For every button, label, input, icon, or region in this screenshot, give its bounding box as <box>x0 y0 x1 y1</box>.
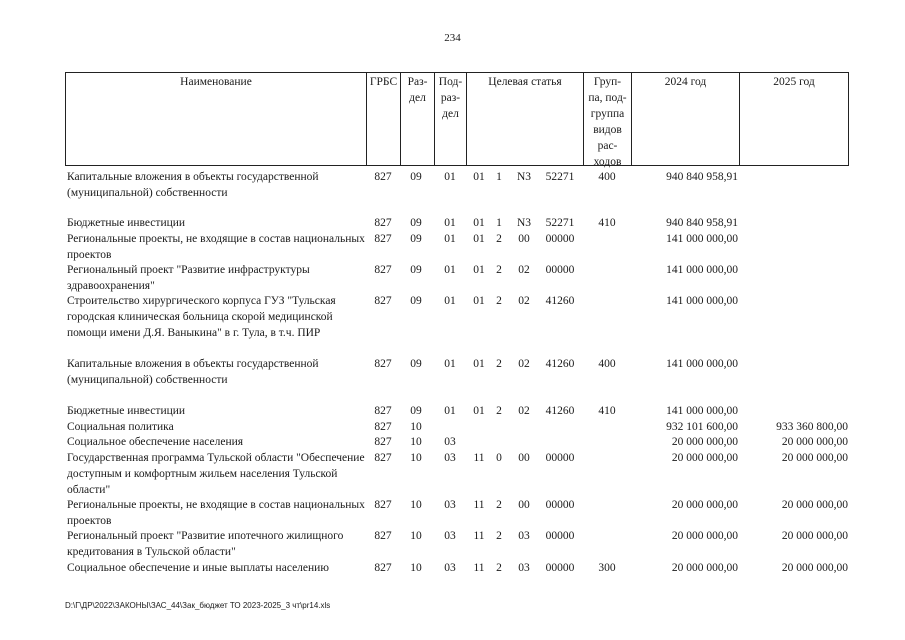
target-direction-cell: 00 <box>518 499 530 511</box>
razdel-cell: 09 <box>410 171 422 183</box>
amount-2025-cell: 933 360 800,00 <box>776 421 848 433</box>
row-name: Капитальные вложения в объекты государственной (муниципальной) собственности <box>67 358 319 386</box>
amount-2024-cell: 940 840 958,91 <box>666 217 738 229</box>
grbs-cell: 827 <box>374 452 392 464</box>
row-name: Бюджетные инвестиции <box>67 217 186 229</box>
grbs-cell: 827 <box>374 233 392 245</box>
header-razdel-line: Раз- <box>407 76 428 88</box>
amount-2025-cell: 20 000 000,00 <box>781 562 848 574</box>
grbs-cell: 827 <box>374 436 392 448</box>
target-direction-cell: 00 <box>518 233 530 245</box>
amount-2024-cell: 940 840 958,91 <box>666 171 738 183</box>
amount-2024-cell: 20 000 000,00 <box>671 562 738 574</box>
target-code-cell: 00000 <box>545 452 575 464</box>
target-subprogram-cell: 2 <box>496 233 502 245</box>
expense-type-cell: 410 <box>598 405 616 417</box>
target-code-cell: 52271 <box>545 217 575 229</box>
grbs-cell: 827 <box>374 421 392 433</box>
row-name: Социальное обеспечение населения <box>67 436 244 448</box>
header-razdel-line: дел <box>409 92 426 104</box>
razdel-cell: 09 <box>410 217 422 229</box>
target-code-cell: 52271 <box>545 171 575 183</box>
expense-type-cell: 410 <box>598 217 616 229</box>
target-subprogram-cell: 1 <box>496 171 502 183</box>
target-program-cell: 01 <box>473 233 485 245</box>
header-podrazdel <box>435 74 466 122</box>
target-program-cell: 01 <box>473 358 485 370</box>
grbs-cell: 827 <box>374 499 392 511</box>
podrazdel-cell: 03 <box>444 452 456 464</box>
row-name: Бюджетные инвестиции <box>67 405 186 417</box>
amount-2024-cell: 141 000 000,00 <box>666 264 738 276</box>
razdel-cell: 09 <box>410 358 422 370</box>
target-program-cell: 11 <box>473 452 485 464</box>
target-program-cell: 01 <box>473 171 485 183</box>
amount-2024-cell: 20 000 000,00 <box>671 452 738 464</box>
row-name: Региональные проекты, не входящие в состав национальных проектов <box>67 499 365 527</box>
razdel-cell: 10 <box>410 530 422 542</box>
target-subprogram-cell: 2 <box>496 295 502 307</box>
razdel-cell: 10 <box>410 421 422 433</box>
grbs-cell: 827 <box>374 264 392 276</box>
row-name: Строительство хирургического корпуса ГУЗ "Тульская городская клиническая больница скорой медицинской помощи имени Д.Я. Ваныкина" в г. Тула, в т.ч. ПИР <box>67 295 336 339</box>
target-program-cell: 11 <box>473 530 485 542</box>
target-direction-cell: 02 <box>518 295 530 307</box>
grbs-cell: 827 <box>374 530 392 542</box>
header-2024: 2024 год <box>664 76 707 88</box>
target-code-cell: 41260 <box>545 358 575 370</box>
target-direction-cell: 03 <box>518 562 530 574</box>
header-vid-line: Груп- <box>593 76 622 88</box>
amount-2024-cell: 141 000 000,00 <box>666 358 738 370</box>
row-name: Социальная политика <box>67 421 174 433</box>
target-code-cell: 41260 <box>545 405 575 417</box>
target-program-cell: 01 <box>473 217 485 229</box>
header-target: Целевая статья <box>488 76 562 88</box>
file-path: D:\Г\ДР\2022\ЗАКОНЫ\ЗАС_44\Зак_бюджет ТО 2023-2025_3 чт\pr14.xls <box>65 601 331 610</box>
header-grbs: ГРБС <box>369 76 398 88</box>
target-program-cell: 01 <box>473 405 485 417</box>
target-code-cell: 00000 <box>545 233 575 245</box>
target-program-cell: 01 <box>473 295 485 307</box>
target-subprogram-cell: 2 <box>496 562 502 574</box>
amount-2024-cell: 20 000 000,00 <box>671 436 738 448</box>
target-direction-cell: 00 <box>518 452 530 464</box>
podrazdel-cell: 03 <box>444 562 456 574</box>
target-code-cell: 00000 <box>545 562 575 574</box>
podrazdel-cell: 01 <box>444 295 456 307</box>
podrazdel-cell: 01 <box>444 358 456 370</box>
podrazdel-cell: 03 <box>444 436 456 448</box>
amount-2024-cell: 141 000 000,00 <box>666 295 738 307</box>
target-direction-cell: N3 <box>516 217 532 229</box>
header-vid-line: видов <box>593 124 622 136</box>
podrazdel-cell: 01 <box>444 171 456 183</box>
target-subprogram-cell: 2 <box>496 530 502 542</box>
amount-2025-cell: 20 000 000,00 <box>781 530 848 542</box>
amount-2025-cell: 20 000 000,00 <box>781 452 848 464</box>
podrazdel-cell: 03 <box>444 499 456 511</box>
header-vid-line: па, под- <box>588 92 627 104</box>
header-vid-line: ходов <box>593 156 622 168</box>
row-name: Капитальные вложения в объекты государственной (муниципальной) собственности <box>67 171 319 199</box>
podrazdel-cell: 01 <box>444 264 456 276</box>
amount-2024-cell: 141 000 000,00 <box>666 233 738 245</box>
razdel-cell: 09 <box>410 233 422 245</box>
header-2025: 2025 год <box>773 76 815 88</box>
header-vid-line: рас- <box>597 140 618 152</box>
target-subprogram-cell: 0 <box>496 452 502 464</box>
amount-2024-cell: 20 000 000,00 <box>671 499 738 511</box>
razdel-cell: 09 <box>410 405 422 417</box>
target-code-cell: 00000 <box>545 499 575 511</box>
page-number: 234 <box>444 32 461 44</box>
razdel-cell: 10 <box>410 499 422 511</box>
header-podrazdel-line: дел <box>442 108 459 120</box>
target-subprogram-cell: 2 <box>496 358 502 370</box>
amount-2025-cell: 20 000 000,00 <box>781 499 848 511</box>
razdel-cell: 10 <box>410 562 422 574</box>
target-direction-cell: 02 <box>518 358 530 370</box>
target-program-cell: 11 <box>473 499 485 511</box>
grbs-cell: 827 <box>374 295 392 307</box>
razdel-cell: 09 <box>410 264 422 276</box>
razdel-cell: 10 <box>410 452 422 464</box>
target-subprogram-cell: 2 <box>496 405 502 417</box>
target-program-cell: 01 <box>473 264 485 276</box>
grbs-cell: 827 <box>374 562 392 574</box>
razdel-cell: 10 <box>410 436 422 448</box>
podrazdel-cell: 01 <box>444 217 456 229</box>
header-vid <box>584 74 631 170</box>
row-name: Региональный проект "Развитие инфраструктуры здравоохранения" <box>67 264 310 292</box>
target-direction-cell: 02 <box>518 264 530 276</box>
podrazdel-cell: 03 <box>444 530 456 542</box>
target-direction-cell: 03 <box>518 530 530 542</box>
target-subprogram-cell: 1 <box>496 217 502 229</box>
row-name: Социальное обеспечение и иные выплаты населению <box>67 562 329 574</box>
amount-2024-cell: 20 000 000,00 <box>671 530 738 542</box>
grbs-cell: 827 <box>374 358 392 370</box>
row-name: Региональные проекты, не входящие в состав национальных проектов <box>67 233 365 261</box>
amount-2024-cell: 141 000 000,00 <box>666 405 738 417</box>
target-code-cell: 41260 <box>545 295 575 307</box>
row-name: Региональный проект "Развитие ипотечного жилищного кредитования в Тульской области" <box>67 530 344 558</box>
target-subprogram-cell: 2 <box>496 499 502 511</box>
grbs-cell: 827 <box>374 171 392 183</box>
target-code-cell: 00000 <box>545 530 575 542</box>
target-subprogram-cell: 2 <box>496 264 502 276</box>
podrazdel-cell: 01 <box>444 405 456 417</box>
row-name: Государственная программа Тульской области "Обеспечение доступным и комфортным жильем населения Тульской области" <box>67 452 365 496</box>
header-name: Наименование <box>180 76 252 88</box>
expense-type-cell: 400 <box>598 358 616 370</box>
razdel-cell: 09 <box>410 295 422 307</box>
header-podrazdel-line: раз- <box>440 92 461 104</box>
expense-type-cell: 400 <box>598 171 616 183</box>
podrazdel-cell: 01 <box>444 233 456 245</box>
grbs-cell: 827 <box>374 405 392 417</box>
amount-2025-cell: 20 000 000,00 <box>781 436 848 448</box>
target-direction-cell: N3 <box>516 171 532 183</box>
grbs-cell: 827 <box>374 217 392 229</box>
header-vid-line: группа <box>590 108 625 120</box>
target-direction-cell: 02 <box>518 405 530 417</box>
expense-type-cell: 300 <box>598 562 616 574</box>
target-program-cell: 11 <box>473 562 485 574</box>
amount-2024-cell: 932 101 600,00 <box>666 421 738 433</box>
target-code-cell: 00000 <box>545 264 575 276</box>
header-razdel <box>401 74 434 106</box>
header-podrazdel-line: Под- <box>438 76 463 88</box>
